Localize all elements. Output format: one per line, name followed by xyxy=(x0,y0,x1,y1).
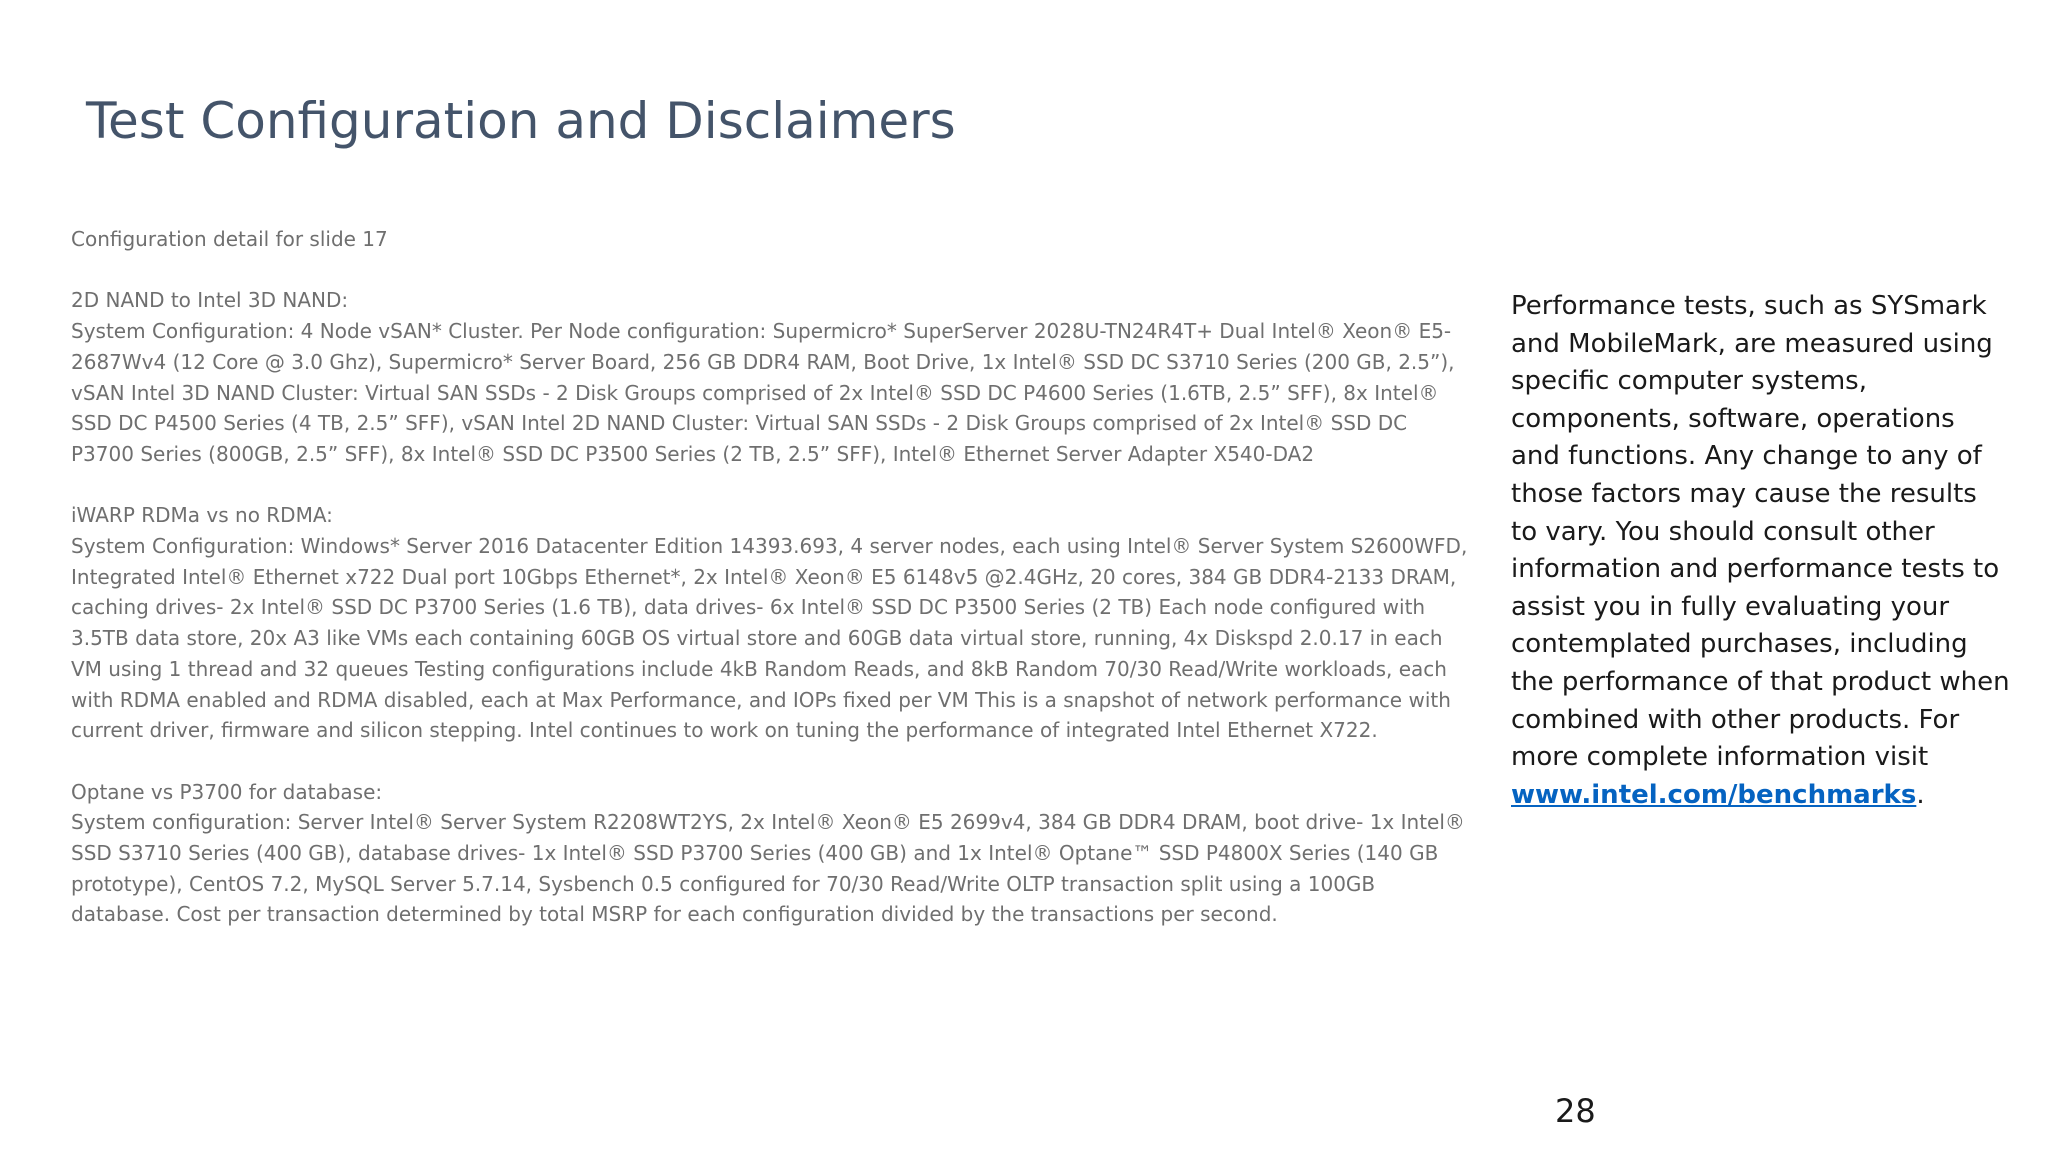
config-section-body: System Configuration: Windows* Server 2016 Datacenter Edition 14393.693, 4 server nodes, each using Intel® Server System S2600WFD, Integrated Intel® Ethernet x722 Dual port 10Gbps Ethernet*, 2x Intel® Xeon® E5 6148v5 @2.4GHz, 20 cores, 384 GB DDR4-2133 DRAM, caching drives- 2x Intel® SSD DC P3700 Series (1.6 TB), data drives- 6x Intel® SSD DC P3500 Series (2 TB) Each node configured with 3.5TB data store, 20x A3 like VMs each containing 60GB OS virtual store and 60GB data virtual store, running, 4x Diskspd 2.0.17 in each VM using 1 thread and 32 queues Testing configurations include 4kB Random Reads, and 8kB Random 70/30 Read/Write workloads, each with RDMA enabled and RDMA disabled, each at Max Performance, and IOPs fixed per VM This is a snapshot of network performance with current driver, firmware and silicon stepping. Intel continues to work on tuning the performance of integrated Intel Ethernet X722. xyxy=(71,534,1468,743)
config-section-heading: Optane vs P3700 for database: xyxy=(71,779,383,804)
config-section-body: System Configuration: 4 Node vSAN* Cluster. Per Node configuration: Supermicro* SuperServer 2028U-TN24R4T+ Dual Intel® Xeon® E5-2687Wv4 (12 Core @ 3.0 Ghz), Supermicro* Server Board, 256 GB DDR4 RAM, Boot Drive, 1x Intel® SSD DC S3710 Series (200 GB, 2.5”), vSAN Intel 3D NAND Cluster: Virtual SAN SSDs - 2 Disk Groups comprised of 2x Intel® SSD DC P4600 Series (1.6TB, 2.5” SFF), 8x Intel® SSD DC P4500 Series (4 TB, 2.5” SFF), vSAN Intel 2D NAND Cluster: Virtual SAN SSDs - 2 Disk Groups comprised of 2x Intel® SSD DC P3700 Series (800GB, 2.5” SFF), 8x Intel® SSD DC P3500 Series (2 TB, 2.5” SFF), Intel® Ethernet Server Adapter X540-DA2 xyxy=(71,319,1455,466)
config-section-body: System configuration: Server Intel® Server System R2208WT2YS, 2x Intel® Xeon® E5 2699v4, 384 GB DDR4 DRAM, boot drive- 1x Intel® SSD S3710 Series (400 GB), database drives- 1x Intel® SSD P3700 Series (400 GB) and 1x Intel® Optane™ SSD P4800X Series (140 GB prototype), CentOS 7.2, MySQL Server 5.7.14, Sysbench 0.5 configured for 70/30 Read/Write OLTP transaction split using a 100GB database. Cost per transaction determined by total MSRP for each configuration divided by the transactions per second. xyxy=(71,810,1465,927)
disclaimer-period: . xyxy=(1916,779,1925,810)
config-section-optane xyxy=(71,777,1476,931)
config-section-heading: iWARP RDMa vs no RDMA: xyxy=(71,503,333,528)
performance-disclaimer xyxy=(1511,288,2011,814)
config-section-nand xyxy=(71,285,1476,469)
benchmarks-link[interactable]: www.intel.com/benchmarks xyxy=(1511,779,1917,810)
slide-title: Test Configuration and Disclaimers xyxy=(86,92,956,150)
config-section-iwarp xyxy=(71,500,1476,746)
page-number: 28 xyxy=(1555,1092,1596,1130)
disclaimer-text: Performance tests, such as SYSmark and MobileMark, are measured using specific computer systems, components, software, operations and functions. Any change to any of those factors may cause the results to vary. You should consult other information and performance tests to assist you in fully evaluating your contemplated purchases, including the performance of that product when combined with other products. For more complete information visit xyxy=(1511,291,2010,773)
configuration-details xyxy=(71,224,1476,930)
config-intro: Configuration detail for slide 17 xyxy=(71,227,388,251)
config-section-heading: 2D NAND to Intel 3D NAND: xyxy=(71,288,349,313)
